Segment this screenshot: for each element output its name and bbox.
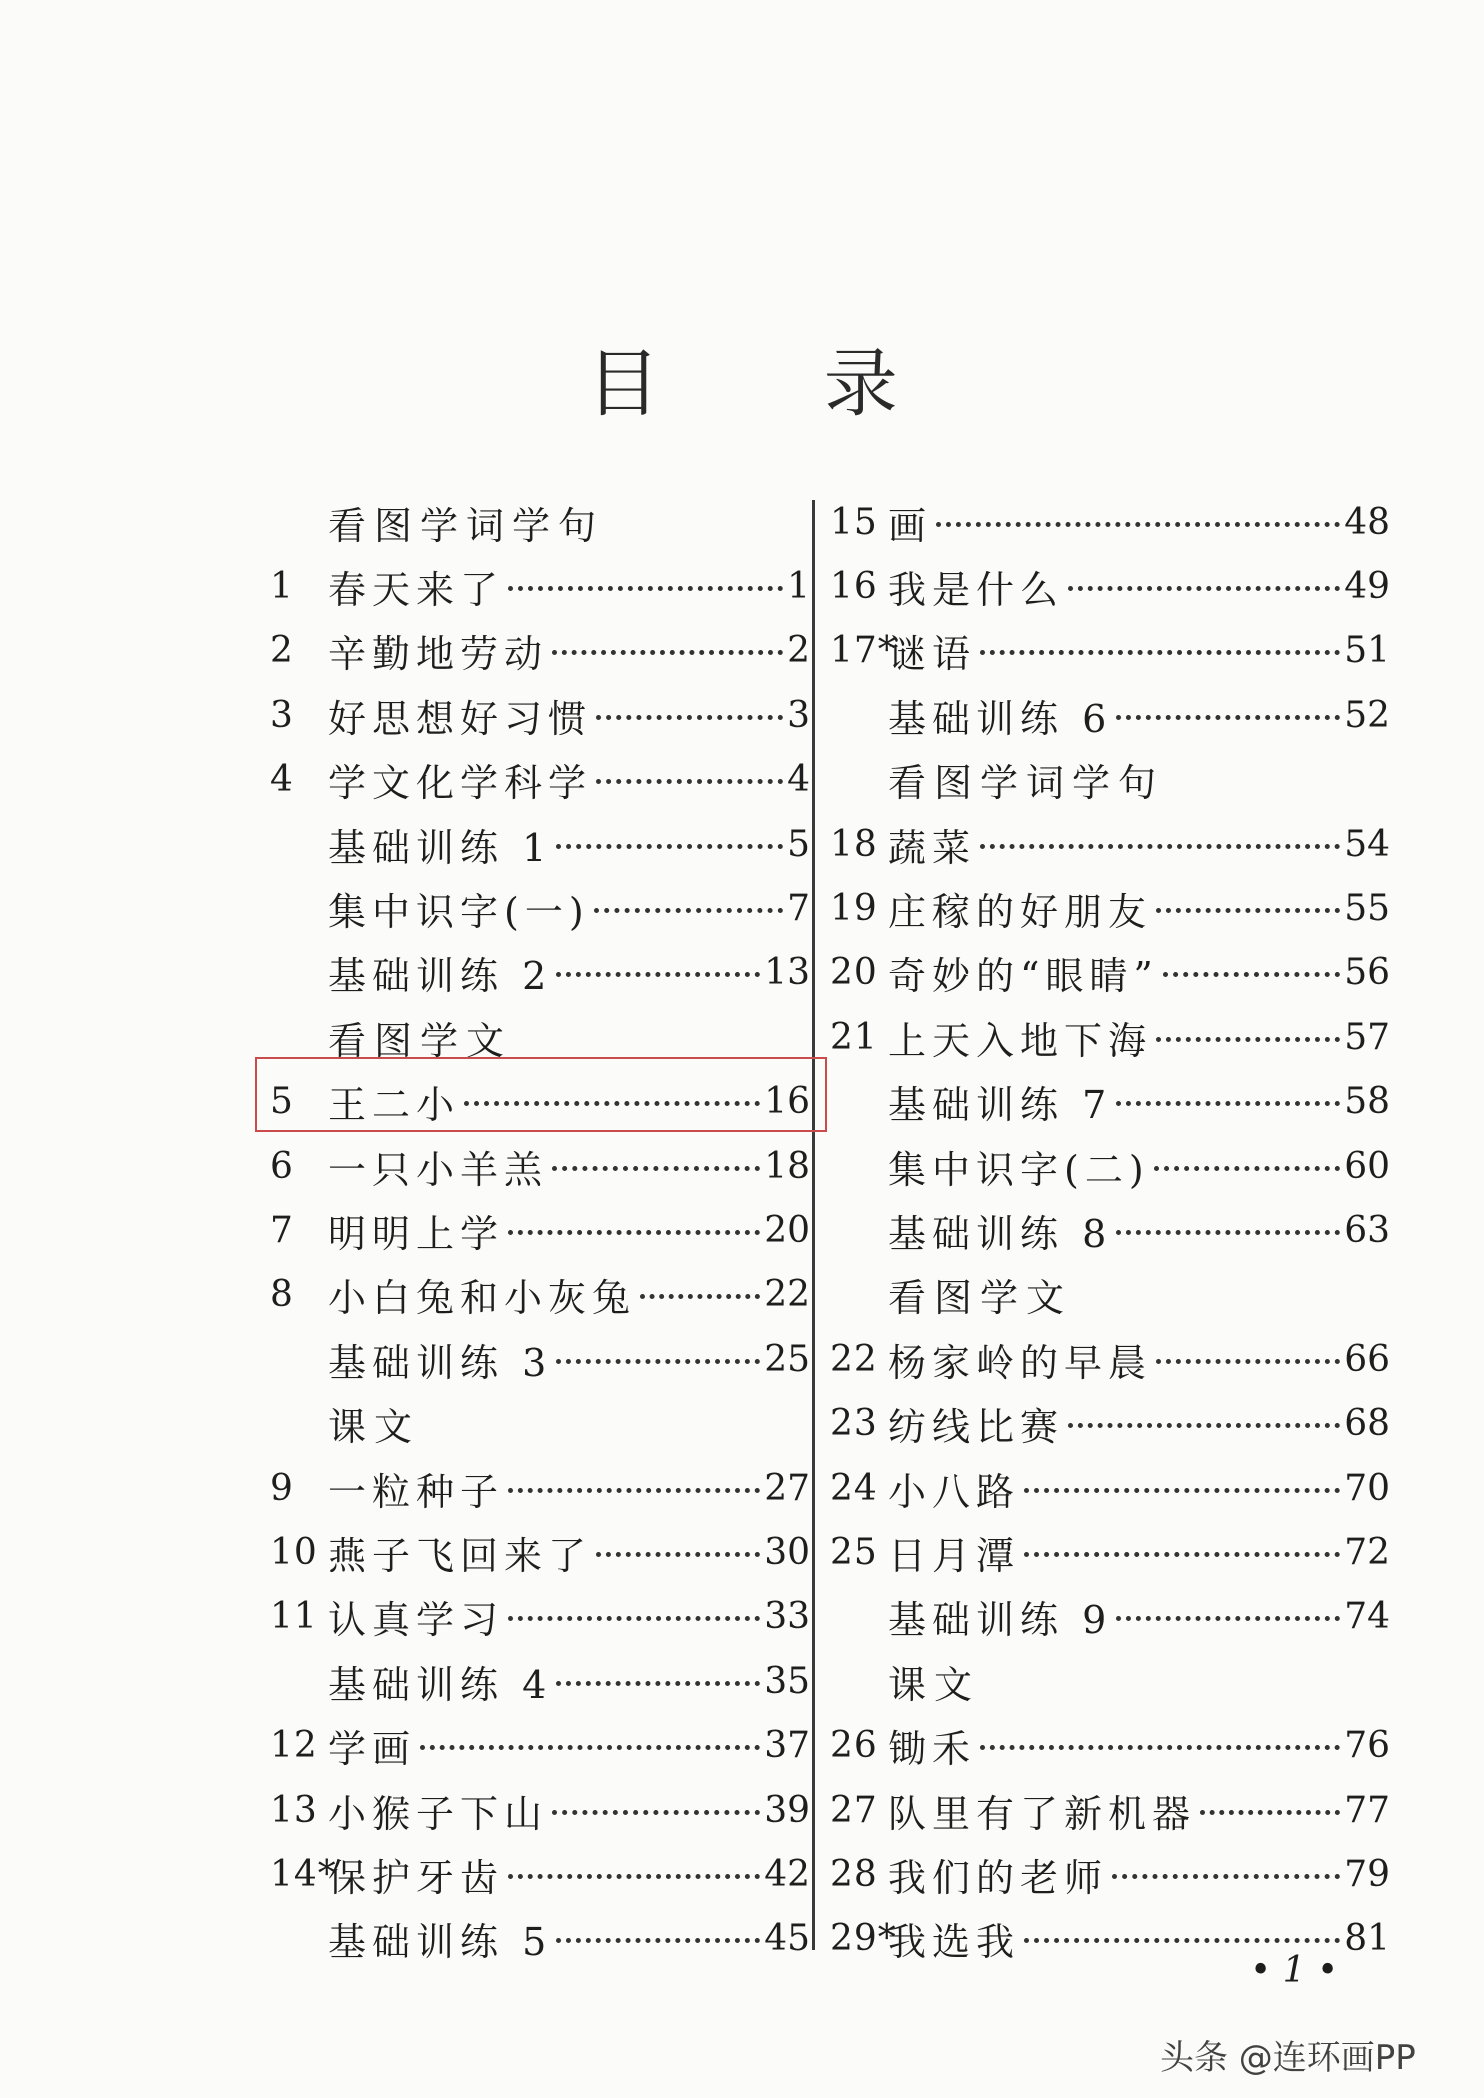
toc-entry-title: 集中识字(二) [888, 1147, 1150, 1192]
dot-leader [556, 968, 760, 977]
toc-entry-page: 77 [1344, 1789, 1390, 1831]
dot-leader [1200, 1806, 1340, 1815]
dot-leader [552, 1806, 760, 1815]
toc-entry-title: 基础训练 3 [328, 1340, 553, 1385]
toc-entry-title: 小猴子下山 [328, 1791, 549, 1836]
toc-entry [270, 683, 810, 747]
toc-entry-page: 58 [1344, 1081, 1390, 1123]
section-title: 看图学文 [888, 1276, 1073, 1321]
toc-entry [830, 1005, 1390, 1069]
toc-entry-title: 明明上学 [328, 1211, 505, 1256]
toc-entry-number: 15 [830, 501, 878, 543]
dot-leader [1156, 1033, 1340, 1042]
toc-section-heading [270, 490, 810, 554]
toc-entry-number: 6 [270, 1145, 294, 1187]
toc-entry-number: 9 [270, 1467, 294, 1509]
toc-entry [830, 1713, 1390, 1777]
toc-entry-title: 我是什么 [888, 568, 1065, 613]
toc-entry-number: 8 [270, 1274, 294, 1316]
toc-entry [270, 1713, 810, 1777]
dot-leader [556, 1355, 760, 1364]
toc-entry [270, 1520, 810, 1584]
dot-leader [556, 1677, 760, 1686]
toc-entry [830, 812, 1390, 876]
toc-entry-title: 保护牙齿 [328, 1855, 505, 1900]
toc-entry-number: 20 [830, 952, 878, 994]
column-divider [812, 500, 815, 1950]
toc-entry-title: 我们的老师 [888, 1855, 1109, 1900]
toc-entry-number: 25 [830, 1531, 878, 1573]
dot-leader [936, 518, 1340, 527]
toc-entry [270, 1778, 810, 1842]
toc-entry-page: 7 [787, 888, 810, 930]
section-title: 看图学词学句 [328, 503, 605, 548]
toc-entry-title: 学文化学科学 [328, 761, 593, 806]
dot-leader [1116, 1226, 1340, 1235]
toc-entry [830, 1327, 1390, 1391]
toc-entry-page: 20 [764, 1209, 810, 1251]
toc-entry-number: 23 [830, 1403, 878, 1445]
toc-entry [270, 941, 810, 1005]
toc-entry-page: 81 [1344, 1918, 1390, 1960]
dot-leader [420, 1741, 760, 1750]
toc-entry-number: 16 [830, 566, 878, 608]
toc-entry-page: 70 [1344, 1467, 1390, 1509]
toc-entry-number: 3 [270, 694, 294, 736]
dot-leader [980, 1741, 1340, 1750]
dot-leader [1068, 582, 1340, 591]
toc-entry [830, 1134, 1390, 1198]
toc-entry-page: 13 [764, 952, 810, 994]
toc-entry-number: 1 [270, 566, 294, 608]
toc-entry-number: 22 [830, 1338, 878, 1380]
toc-entry-title: 纺线比赛 [888, 1405, 1065, 1450]
toc-entry-title: 我选我 [888, 1920, 1021, 1965]
toc-entry-title: 日月潭 [888, 1533, 1021, 1578]
watermark: 头条 @连环画PP [1160, 2038, 1416, 2078]
toc-entry-number: 18 [830, 823, 878, 865]
toc-entry-title: 基础训练 1 [328, 825, 553, 870]
toc-entry [830, 619, 1390, 683]
dot-leader [508, 1870, 760, 1879]
toc-entry-number: 13 [270, 1789, 318, 1831]
toc-entry-page: 16 [764, 1081, 810, 1123]
toc-entry-page: 55 [1344, 888, 1390, 930]
toc-entry-page: 18 [764, 1145, 810, 1187]
dot-leader [1116, 711, 1340, 720]
toc-entry-title: 上天入地下海 [888, 1018, 1153, 1063]
toc-entry [830, 941, 1390, 1005]
toc-entry [830, 490, 1390, 554]
toc-entry-number: 12 [270, 1725, 318, 1767]
dot-leader [594, 904, 783, 913]
toc-entry-page: 25 [764, 1338, 810, 1380]
toc-entry-title: 画 [888, 503, 933, 548]
toc-entry-page: 74 [1344, 1596, 1390, 1638]
toc-entry-title: 队里有了新机器 [888, 1791, 1197, 1836]
dot-leader [1024, 1548, 1340, 1557]
toc-entry-page: 39 [764, 1789, 810, 1831]
toc-entry [830, 554, 1390, 618]
toc-entry-page: 66 [1344, 1338, 1390, 1380]
section-title: 课文 [888, 1662, 981, 1707]
toc-entry-page: 27 [764, 1467, 810, 1509]
toc-entry [830, 683, 1390, 747]
section-title: 看图学词学句 [888, 761, 1165, 806]
toc-entry [270, 812, 810, 876]
toc-entry-page: 51 [1344, 630, 1390, 672]
dot-leader [508, 1226, 760, 1235]
toc-entry [270, 748, 810, 812]
toc-entry-title: 小白兔和小灰兔 [328, 1276, 637, 1321]
toc-entry-title: 基础训练 2 [328, 954, 553, 999]
dot-leader [1112, 1870, 1340, 1879]
toc-entry-title: 一粒种子 [328, 1469, 505, 1514]
toc-entry-page: 52 [1344, 694, 1390, 736]
toc-entry-page: 5 [787, 823, 810, 865]
toc-section-heading [270, 1391, 810, 1455]
dot-leader [508, 1612, 760, 1621]
toc-entry-page: 22 [764, 1274, 810, 1316]
toc-entry [830, 1520, 1390, 1584]
toc-entry [270, 1134, 810, 1198]
dot-leader [980, 840, 1340, 849]
toc-entry-number: 5 [270, 1081, 294, 1123]
toc-entry-page: 45 [764, 1918, 810, 1960]
toc-entry-number: 24 [830, 1467, 878, 1509]
dot-leader [1068, 1419, 1340, 1428]
toc-entry [830, 1198, 1390, 1262]
toc-entry-title: 集中识字(一) [328, 890, 590, 935]
dot-leader [1163, 968, 1340, 977]
toc-section-heading [830, 748, 1390, 812]
page-title: 目 录 [586, 341, 968, 427]
toc-entry [830, 1585, 1390, 1649]
toc-entry-title: 蔬菜 [888, 825, 977, 870]
dot-leader [1024, 1934, 1340, 1943]
toc-entry-page: 68 [1344, 1403, 1390, 1445]
dot-leader [556, 1934, 760, 1943]
toc-entry-title: 杨家岭的早晨 [888, 1340, 1153, 1385]
dot-leader [552, 646, 783, 655]
toc-entry-title: 基础训练 6 [888, 696, 1113, 741]
toc-entry-number: 2 [270, 630, 294, 672]
toc-entry-page: 4 [787, 759, 810, 801]
toc-entry-number: 26 [830, 1725, 878, 1767]
toc-entry-page: 79 [1344, 1853, 1390, 1895]
toc-entry-number: 14* [270, 1853, 337, 1895]
toc-entry-title: 王二小 [328, 1083, 461, 1128]
toc-entry-title: 认真学习 [328, 1598, 505, 1643]
toc-entry-number: 10 [270, 1531, 318, 1573]
toc-entry-page: 33 [764, 1596, 810, 1638]
toc-entry-page: 30 [764, 1531, 810, 1573]
toc-entry-page: 60 [1344, 1145, 1390, 1187]
toc-section-heading [830, 1649, 1390, 1713]
toc-entry-title: 春天来了 [328, 568, 505, 613]
toc-entry-page: 72 [1344, 1531, 1390, 1573]
dot-leader [508, 1484, 760, 1493]
toc-entry-number: 19 [830, 888, 878, 930]
toc-entry-page: 48 [1344, 501, 1390, 543]
toc-entry-number: 11 [270, 1596, 318, 1638]
dot-leader [1116, 1097, 1340, 1106]
toc-entry [270, 1327, 810, 1391]
dot-leader [1156, 1355, 1340, 1364]
dot-leader [596, 775, 783, 784]
toc-entry-page: 2 [787, 630, 810, 672]
toc-entry [270, 554, 810, 618]
toc-entry-page: 35 [764, 1660, 810, 1702]
toc-entry [270, 1263, 810, 1327]
toc-right-column [830, 490, 1390, 1971]
toc-entry [270, 1585, 810, 1649]
page-number: • 1 • [1250, 1950, 1339, 1991]
dot-leader [640, 1290, 760, 1299]
toc-entry-title: 庄稼的好朋友 [888, 890, 1153, 935]
toc-entry-title: 基础训练 8 [888, 1211, 1113, 1256]
toc-entry-title: 学画 [328, 1727, 417, 1772]
toc-entry [270, 876, 810, 940]
toc-entry-title: 锄禾 [888, 1727, 977, 1772]
toc-entry-title: 小八路 [888, 1469, 1021, 1514]
toc-entry-title: 奇妙的“眼睛” [888, 954, 1159, 999]
toc-entry [830, 1456, 1390, 1520]
toc-entry-page: 56 [1344, 952, 1390, 994]
toc-entry-number: 28 [830, 1853, 878, 1895]
toc-entry-number: 17* [830, 630, 897, 672]
section-title: 课文 [328, 1405, 421, 1450]
toc-entry [270, 1198, 810, 1262]
toc-entry [830, 1391, 1390, 1455]
toc-entry-title: 谜语 [888, 632, 977, 677]
toc-entry [830, 1842, 1390, 1906]
section-title: 看图学文 [328, 1018, 513, 1063]
toc-entry-number: 29* [830, 1918, 897, 1960]
toc-entry-title: 燕子飞回来了 [328, 1533, 593, 1578]
toc-entry-page: 49 [1344, 566, 1390, 608]
toc-left-column [270, 490, 810, 1971]
toc-entry-title: 基础训练 7 [888, 1083, 1113, 1128]
toc-entry-page: 37 [764, 1725, 810, 1767]
toc-entry [270, 1649, 810, 1713]
dot-leader [1116, 1612, 1340, 1621]
toc-entry-title: 一只小羊羔 [328, 1147, 549, 1192]
dot-leader [508, 582, 783, 591]
toc-entry [270, 1456, 810, 1520]
dot-leader [556, 840, 783, 849]
dot-leader [1024, 1484, 1340, 1493]
toc-entry-number: 27 [830, 1789, 878, 1831]
toc-entry [270, 1907, 810, 1971]
dot-leader [1156, 904, 1340, 913]
toc-entry-page: 42 [764, 1853, 810, 1895]
dot-leader [596, 1548, 760, 1557]
toc-entry [830, 1070, 1390, 1134]
toc-entry-number: 7 [270, 1209, 294, 1251]
toc-entry [270, 1842, 810, 1906]
toc-entry-title: 基础训练 4 [328, 1662, 553, 1707]
toc-entry-page: 54 [1344, 823, 1390, 865]
dot-leader [596, 711, 783, 720]
dot-leader [1154, 1162, 1341, 1171]
toc-entry-title: 基础训练 5 [328, 1920, 553, 1965]
toc-entry-page: 3 [787, 694, 810, 736]
toc-entry-page: 1 [787, 566, 810, 608]
toc-entry-number: 21 [830, 1016, 878, 1058]
toc-entry-title: 好思想好习惯 [328, 696, 593, 741]
toc-entry [830, 1778, 1390, 1842]
toc-section-heading [830, 1263, 1390, 1327]
dot-leader [980, 646, 1340, 655]
toc-entry-page: 76 [1344, 1725, 1390, 1767]
toc-entry [270, 619, 810, 683]
dot-leader [552, 1162, 760, 1171]
toc-entry-title: 基础训练 9 [888, 1598, 1113, 1643]
highlight-box [255, 1057, 827, 1132]
toc-entry-page: 57 [1344, 1016, 1390, 1058]
toc-entry-page: 63 [1344, 1209, 1390, 1251]
toc-entry-number: 4 [270, 759, 294, 801]
toc-entry [830, 876, 1390, 940]
toc-entry-title: 辛勤地劳动 [328, 632, 549, 677]
